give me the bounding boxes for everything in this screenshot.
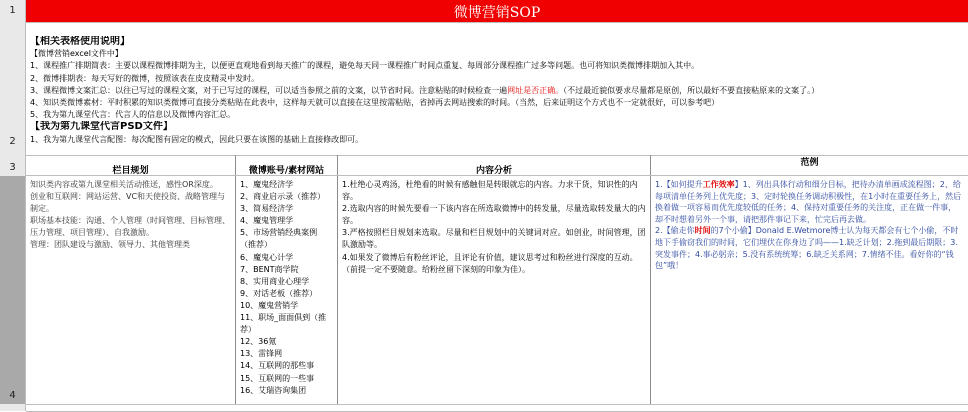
notes-line-1: 1、课程推广排期简表：主要以课程微博排期为主，以便更直观地看到每天推广的课程，避免每天同一课程推广时间点重复、每周部分课程推广过多等问题。也可将知识类微博排期加入其中。 [30,61,700,71]
example-2-body: 的7个小偷】Donald E.Wetmore博士认为每天都会有七个小偷，不时地下手偷窃我们的时间，它们埋伏在你身边了吗——1.缺乏计划；2.拖到最后期限；3.突发事件；4.事必躬亲；5.没有系统统筹；6.缺乏关系网；7.情绪不佳。看好你的“钱包”哦！ [655,226,959,271]
row-header-column [0,0,26,411]
header-column-accounts[interactable]: 微博账号/素材网站 [236,155,338,175]
notes-line-3 [30,85,964,97]
cell-grid [26,0,968,411]
row-number-4-selected[interactable] [0,176,25,404]
analysis-text: 1.杜绝心灵鸡汤，杜绝看的时候有感触但是转眼就忘的内容。力求干货，知识性的内容。 2.选取内容的时候先要看一下该内容在所选取微博中的转发量，尽量选取转发量大的内容。 3.严格按照栏目规划来选取。尽量和栏目规划中的关键词对应。如创业，时间管理，团队激励等。 4.如果发了微博后有粉丝评论，且评论有价值，建议思考过和粉丝进行深度的互动。（前提一定不要随意。给粉丝留下深刻的印象为佳）。 [342,180,646,274]
notes-heading: 【相关表格使用说明】 [30,36,130,47]
sheet-title: 微博营销SOP [453,5,541,21]
example-2-highlight: 时间 [694,226,711,236]
accounts-list: 1、魔鬼经济学 2、商业启示录（推荐） 3、简易经济学 4、魔鬼管理学 5、市场营销经典案例（推荐） 6、魔鬼心计学 7、BENT商学院 8、实用商业心理学 9、对话老板（推荐） 10、魔鬼营销学 11、职场_面面俱到（推荐） 12、36氪 13、雷锋网 14、互联网的那些事 15、互联网的一些事 16、艾瑞咨询集团 [240,180,327,395]
example-1-start: 1.【如何提升 [655,180,703,189]
cell-analysis[interactable] [338,176,651,404]
header-row [26,155,968,176]
example-1-body: 】1、列出具体行动和细分目标，把待办清单画成流程图；2、给每项清单任务列上优先度；3、定时轮换任务调动积极性，在1小时在重要任务上，然后换着做一项容易而优先度较低的任务；4、保持对重要任务的关注度，正在做一件事，却不时想着另外一个事，请把那件事记下来，忙完后再去做。 [655,180,962,224]
example-1-highlight: 工作效率 [702,180,735,189]
row-number-3[interactable]: 3 [9,162,16,173]
notes-line-2: 2、微博排期表：每天写好的微博，按照该表在皮皮精灵中发时。 [30,73,260,83]
notes-line-3-aside: （不过最近貌似要求尽量都是原创，所以最好不要直接粘原来的文案了。） [563,85,820,95]
cell-column-plan[interactable] [26,176,236,404]
cell-examples[interactable] [651,176,968,404]
notes-psd-line: 1、我为第九课堂代言配图：每次配图有固定的模式，因此只要在该图的基础上直接修改即可。 [30,134,364,144]
row-number-2[interactable]: 2 [9,136,16,147]
example-2-start: 2.【偷走你 [655,226,695,236]
notes-line-3-text: 3、课程微博文案汇总：以往已写过的课程文案，对于已写过的课程，可以适当参照之前的文案，以节省时间。注意粘贴的时候检查一遍 [30,85,508,95]
cell-accounts[interactable] [236,176,338,404]
row-number-4[interactable]: 4 [9,390,16,401]
notes-file-line: 【微博营销excel文件中】 [30,49,123,59]
usage-notes [30,36,964,146]
header-column-analysis[interactable]: 内容分析 [338,155,651,175]
header-column-plan[interactable]: 栏目规划 [26,155,236,175]
plan-text: 知识类内容或第九课堂相关活动推送，感性OR深度。 创业和互联网：网站运营、VC和天使投资、战略管理与制定。 职场基本技能：沟通、个人管理（时间管理、目标管理、压力管理、项目管理）、自我激励。 管理：团队建设与激励、领导力、其他管理类 [30,180,230,250]
examples-text [651,176,968,275]
notes-line-5: 5、我为第九课堂代言：代言人的信息以及微博内容汇总。 [30,110,236,120]
title-row[interactable] [26,0,968,23]
notes-line-4: 4、知识类微博素材：平时积累的知识类微博可直接分类粘贴在此表中，这样每天就可以直接在这里按需粘贴，省掉再去网站搜索的时间。（当然，后来证明这个方式也不一定就很好，可以参考吧） [30,98,720,108]
content-row-4 [26,176,968,405]
row-number-1[interactable]: 1 [9,5,16,16]
usage-notes-row[interactable] [26,22,968,156]
notes-psd-heading: 【我为第九课堂代言PSD文件】 [30,121,173,133]
notes-line-3-highlight: 网址是否正确。 [507,85,564,95]
header-column-examples[interactable]: 范例 [800,158,819,168]
